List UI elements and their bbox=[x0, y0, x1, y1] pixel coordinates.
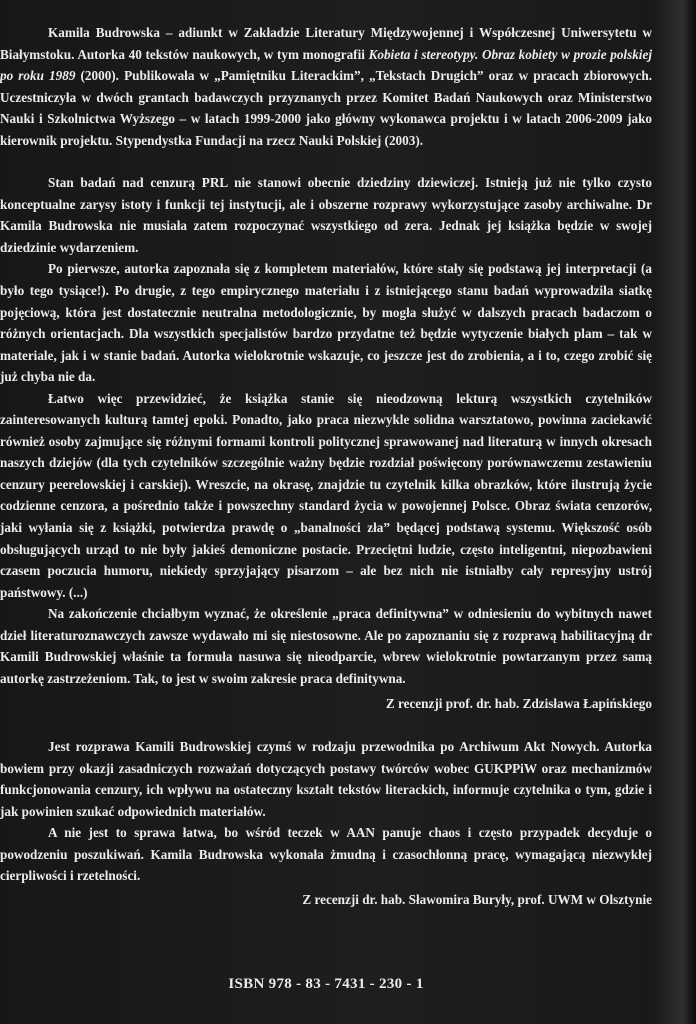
monograph-title: Kobieta i stereotypy. Obraz kobiety w prozie polskiej po roku 1989 bbox=[0, 46, 652, 84]
author-name: Kamila Budrowska bbox=[48, 25, 160, 40]
review-signature: Z recenzji dr. hab. Sławomira Buryły, prof. UWM w Olsztynie bbox=[302, 891, 652, 907]
review-signature: Z recenzji prof. dr. hab. Zdzisława Łapińskiego bbox=[385, 696, 652, 712]
review-paragraph: Stan badań nad cenzurą PRL nie stanowi obecnie dziedziny dziewiczej. Istnieją już nie tylko czysto konceptualne zarysy istoty i funkcji tej instytucji, ale i obszerne rozprawy wykorzystujące zasoby archiwalne. Dr Kamila Budrowska nie musiała zatem rozpoczynać wszystkiego od zera. Jednak jej książka będzie w swojej dziedzinie wydarzeniem. bbox=[0, 175, 652, 255]
cover-edge bbox=[674, 0, 696, 1024]
isbn-number: ISBN 978 - 83 - 7431 - 230 - 1 bbox=[228, 976, 424, 992]
review-paragraph: Po pierwsze, autorka zapoznała się z kompletem materiałów, które stały się podstawą jej interpretacji (a było tego tysiące!). Po drugie, z tego empirycznego materiału i z istniejącego stanu badań wyprowadziła siatkę pojęciową, która jest dostatecznie neutralna metodologicznie, by mogła służyć w dalszych pracach badaczom o różnych orientacjach. Dla wszystkich specjalistów bardzo przydatne też będzie wytyczenie białych plam – tak w materiale, jak i w stanie badań. Autorka wielokrotnie wskazuje, co jeszcze jest do zrobienia, a i to, czego zrobić się już chyba nie da. bbox=[0, 261, 652, 385]
review-paragraph: A nie jest to sprawa łatwa, bo wśród teczek w AAN panuje chaos i często przypadek decyduje o powodzeniu poszukiwań. Kamila Budrowska wykonała żmudną i czasochłonną pracę, wymagającą niezwykłej cierpliwości i rzetelności. bbox=[0, 825, 652, 884]
review-paragraph: Jest rozprawa Kamili Budrowskiej czymś w rodzaju przewodnika po Archiwum Akt Nowych. Autorka bowiem przy okazji zasadniczych rozważań dotyczących postawy twórców wobec GUKPPiW oraz mechanizmów funkcjonowania cenzury, ich wpływu na ostateczny kształt tekstów literackich, informuje czytelnika o tym, gdzie i jak powinien szukać odpowiednich materiałów. bbox=[0, 738, 652, 819]
review-paragraph: Łatwo więc przewidzieć, że książka stanie się nieodzowną lekturą wszystkich czytelników zainteresowanych kulturą tamtej epoki. Ponadto, jako praca niezwykle solidna warsztatowo, powinna zaciekawić również osoby zajmujące się różnymi formami kontroli politycznej sprawowanej nad literaturą w innych okresach naszych dziejów (dla tych czytelników szczególnie ważny będzie rozdział poświęcony porównawczemu zestawieniu cenzury peerelowskiej i carskiej). Wreszcie, na okrasę, znajdzie tu czytelnik kilka obrazków, które ilustrują życie codzienne cenzora, a pośrednio także i powszechny standard życia w powojennej Polsce. Obraz świata cenzorów, jaki wyłania się z książki, potwierdza prawdę o „banalności zła” będącej podstawą systemu. Większość osób obsługujących urząd to nie były jakieś demoniczne postacie. Przeciętni ludzie, często inteligentni, niepozbawieni czasem poczucia humoru, niekiedy sprzyjający pisarzom – ale bez nich nie istniałby cały represyjny ustrój państwowy. (...) bbox=[0, 390, 652, 600]
review-paragraph: Na zakończenie chciałbym wyznać, że określenie „praca definitywna” w odniesieniu do wybitnych nawet dzieł literaturoznawczych zawsze wydawało mi się niestosowne. Ale po zapoznaniu się z rozprawą habilitacyjną dr Kamili Budrowskiej właśnie ta formuła nasuwa się nieodparcie, wbrew wielokrotnie powtarzanym przez samą autorkę zastrzeżeniom. Tak, to jest w swoim zakresie praca definitywna. bbox=[0, 606, 652, 686]
author-bio: Kamila Budrowska – adiunkt w Zakładzie Literatury Międzywojennej i Współczesnej Uniwersytetu w Białymstoku. Autorka 40 tekstów naukowych, w tym monografii Kobieta i stereotypy. Obraz kobiety w prozie polskiej po roku 1989 (2000). Publikowała w „Pamiętniku Literackim”, „Tekstach Drugich” oraz w pracach zbiorowych. Uczestniczyła w dwóch grantach badawczych przyznanych przez Komitet Badań Naukowych oraz Ministerstwo Nauki i Szkolnictwa Wyższego – w latach 1999-2000 jako główny wykonawca projektu i w latach 2006-2009 jako kierownik projektu. Stypendystka Fundacji na rzecz Nauki Polskiej (2003). bbox=[0, 25, 653, 148]
cover-text-block bbox=[0, 22, 652, 910]
